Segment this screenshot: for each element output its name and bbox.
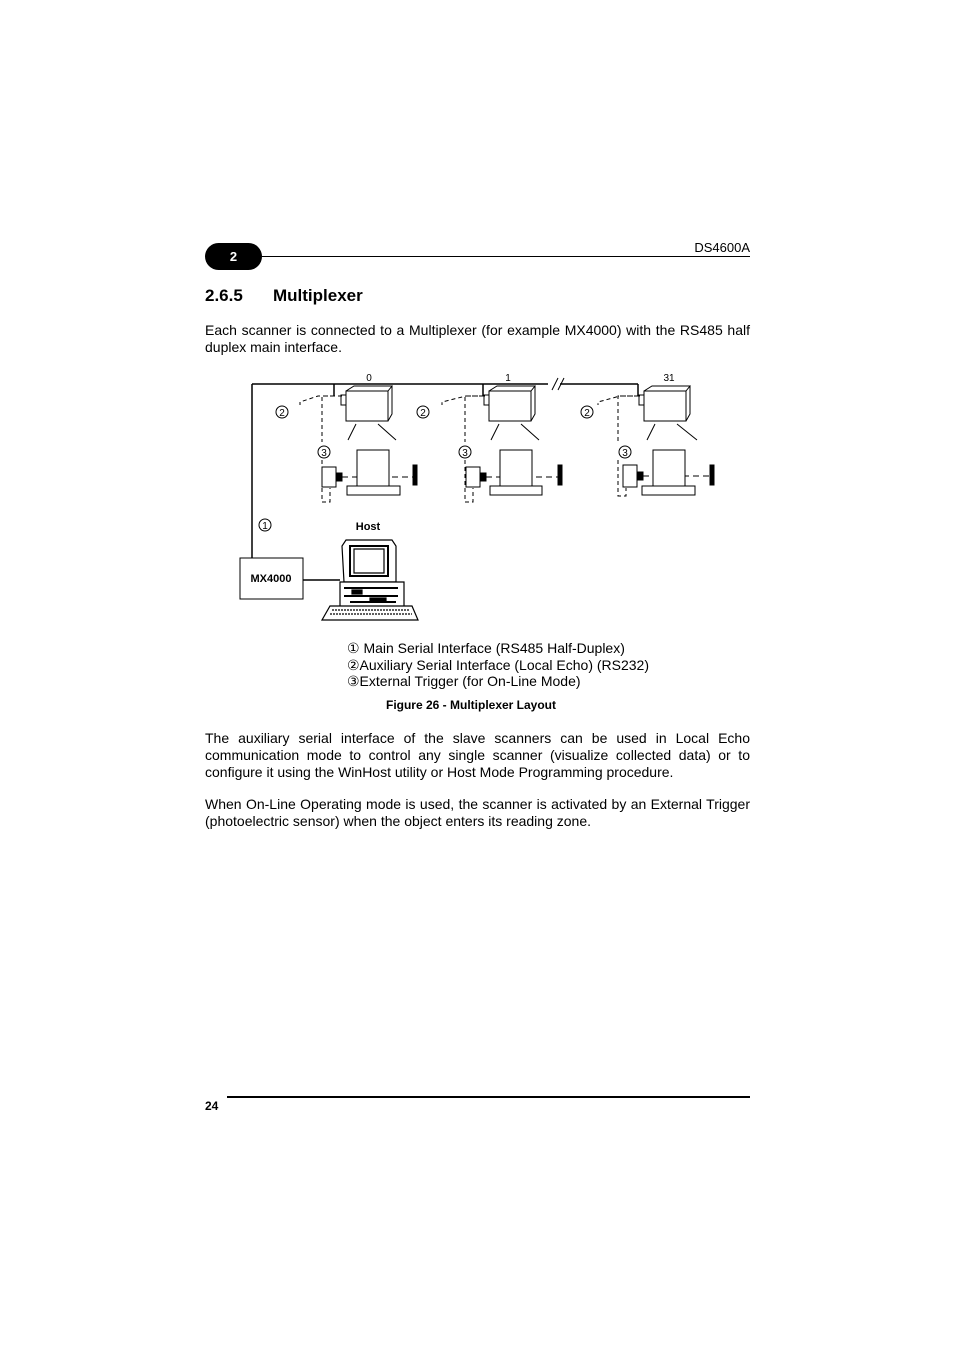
scanner-address-31: 31 xyxy=(663,373,675,384)
callout-trigger-31: 3 xyxy=(622,448,628,459)
callout-aux-31: 2 xyxy=(584,408,590,419)
callout-aux-1: 2 xyxy=(420,408,426,419)
intro-paragraph: Each scanner is connected to a Multiplexer (for example MX4000) with the RS485 half duplex main interface. xyxy=(205,322,750,355)
callout-aux-0: 2 xyxy=(279,408,285,419)
callout-trigger-1: 3 xyxy=(462,448,468,459)
scanner-unit-31 xyxy=(581,373,714,496)
page-number: 24 xyxy=(205,1099,219,1113)
figure-caption: Figure 26 - Multiplexer Layout xyxy=(385,698,557,712)
scanner-address-0: 0 xyxy=(366,373,372,384)
callout-trigger-0: 3 xyxy=(321,448,327,459)
host-label: Host xyxy=(355,521,381,533)
callout-main: 1 xyxy=(262,521,268,532)
chapter-badge: 2 xyxy=(205,243,262,270)
legend-item-trigger: ③External Trigger (for On-Line Mode) xyxy=(347,673,581,689)
scanner-address-1: 1 xyxy=(505,373,511,384)
section-number: 2.6.5 xyxy=(205,286,243,305)
mx4000-label: MX4000 xyxy=(250,573,292,585)
auxiliary-paragraph: The auxiliary serial interface of the slave scanners can be used in Local Echo communication mode to control any single scanner (visualize collected data) or to configure it using the WinHost utility or Host Mode Programming procedure. xyxy=(205,730,750,780)
legend-item-main: ① Main Serial Interface (RS485 Half-Duplex) xyxy=(347,640,625,656)
scanner-unit-1 xyxy=(417,373,562,502)
section-title: Multiplexer xyxy=(273,286,363,305)
figure-legend xyxy=(347,640,649,690)
scanner-unit-0 xyxy=(276,373,417,502)
legend-item-aux: ②Auxiliary Serial Interface (Local Echo) (RS232) xyxy=(347,656,650,673)
footer-rule xyxy=(227,1096,750,1098)
document-title: DS4600A xyxy=(694,240,750,255)
online-paragraph: When On-Line Operating mode is used, the scanner is activated by an External Trigger (photoelectric sensor) when the object enters its reading zone. xyxy=(205,796,750,829)
